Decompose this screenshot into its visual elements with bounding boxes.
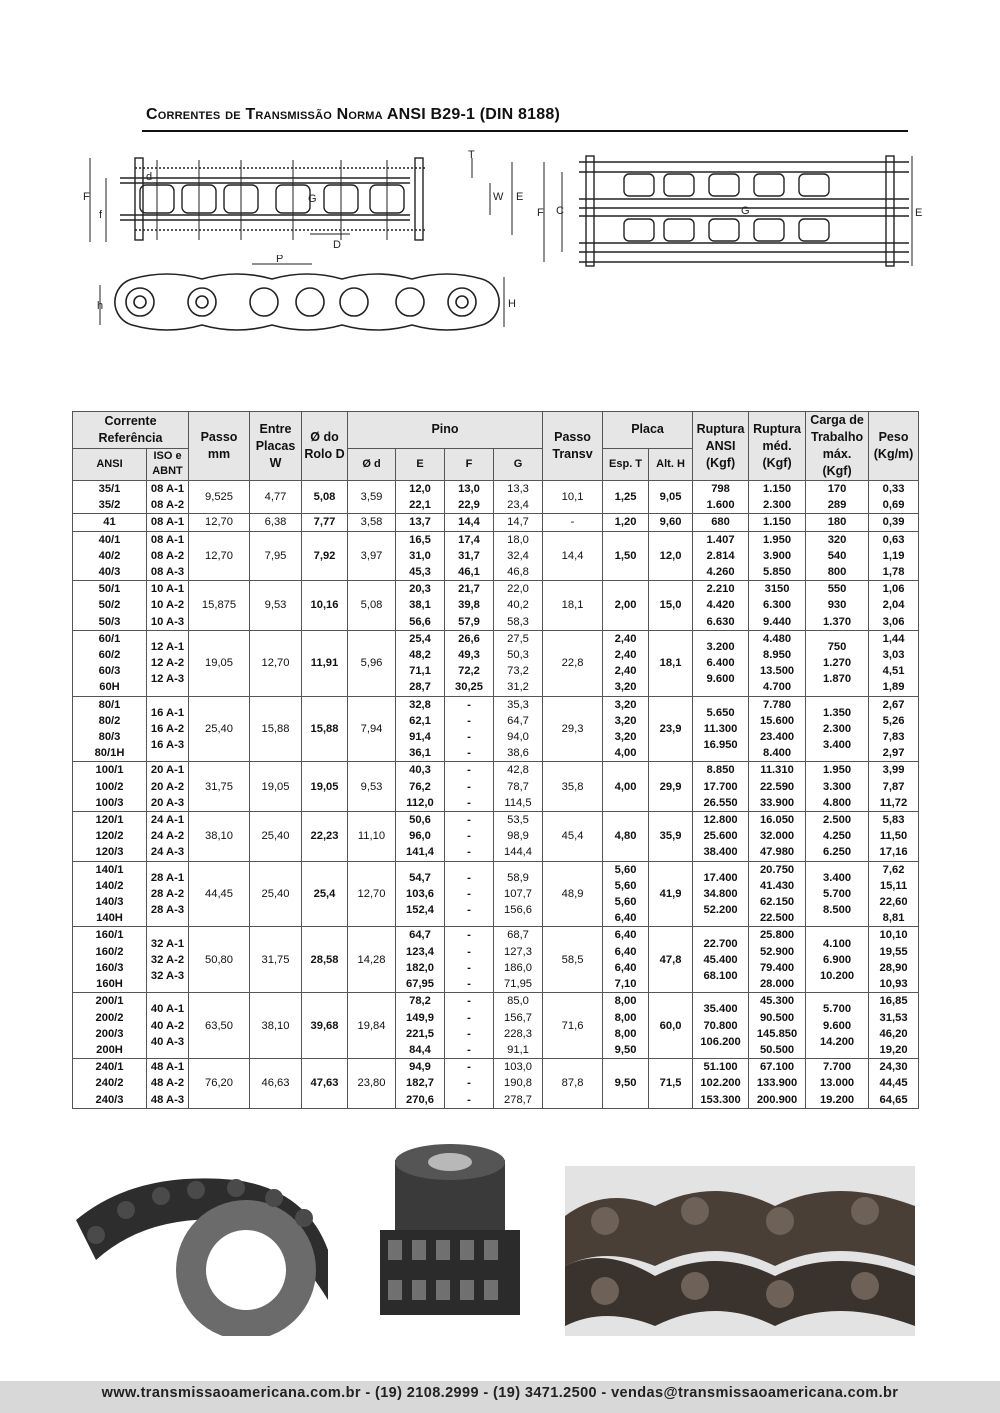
table-row (73, 927, 919, 993)
cell-passo: 44,45 (189, 861, 250, 927)
cell-transv: 48,9 (543, 861, 603, 927)
cell-transv: 87,8 (543, 1059, 603, 1109)
svg-text:C: C (556, 205, 564, 217)
cell-f: - - - (445, 1059, 494, 1109)
cell-esp: 9,50 (603, 1059, 649, 1109)
cell-g: 58,9 107,7 156,6 (494, 861, 543, 927)
cell-ansi: 41 (73, 514, 147, 531)
cell-alt: 29,9 (649, 762, 693, 812)
cell-iso: 32 A-1 32 A-2 32 A-3 (147, 927, 189, 993)
cell-f: 14,4 (445, 514, 494, 531)
cell-rolo: 39,68 (302, 993, 348, 1059)
cell-passo: 63,50 (189, 993, 250, 1059)
svg-text:T: T (468, 150, 475, 161)
cell-g: 22,0 40,2 58,3 (494, 581, 543, 631)
header-pino-g: G (494, 448, 543, 480)
cell-carga: 7.700 13.000 19.200 (806, 1059, 869, 1109)
cell-alt: 71,5 (649, 1059, 693, 1109)
cell-rup_ansi: 12.800 25.600 38.400 (693, 812, 749, 862)
cell-peso: 2,67 5,26 7,83 2,97 (869, 696, 919, 762)
cell-rup_ansi: 17.400 34.800 52.200 (693, 861, 749, 927)
cell-rup_med: 1.950 3.900 5.850 (749, 531, 806, 581)
cell-peso: 0,39 (869, 514, 919, 531)
header-esp: Esp. T (603, 448, 649, 480)
cell-iso: 16 A-1 16 A-2 16 A-3 (147, 696, 189, 762)
cell-g: 18,0 32,4 46,8 (494, 531, 543, 581)
cell-transv: 58,5 (543, 927, 603, 993)
chain-side-view-diagram (92, 255, 522, 335)
coupling-chain-photo (370, 1140, 530, 1336)
cell-f: - - - (445, 861, 494, 927)
table-row (73, 630, 919, 696)
header-carga: Carga de Trabalho máx. (Kgf) (806, 412, 869, 481)
cell-passo: 12,70 (189, 531, 250, 581)
cell-g: 42,8 78,7 114,5 (494, 762, 543, 812)
cell-iso: 48 A-1 48 A-2 48 A-3 (147, 1059, 189, 1109)
table-row (73, 1059, 919, 1109)
cell-entre: 12,70 (250, 630, 302, 696)
cell-iso: 24 A-1 24 A-2 24 A-3 (147, 812, 189, 862)
cell-esp: 6,40 6,40 6,40 7,10 (603, 927, 649, 993)
cell-d: 9,53 (348, 762, 396, 812)
cell-passo: 31,75 (189, 762, 250, 812)
cell-f: - - - - (445, 993, 494, 1059)
cell-peso: 16,85 31,53 46,20 19,20 (869, 993, 919, 1059)
header-entre-placas: Entre Placas W (250, 412, 302, 481)
cell-f: 13,0 22,9 (445, 481, 494, 514)
cell-ansi: 35/1 35/2 (73, 481, 147, 514)
table-row (73, 861, 919, 927)
cell-rup_med: 25.800 52.900 79.400 28.000 (749, 927, 806, 993)
cell-peso: 10,10 19,55 28,90 10,93 (869, 927, 919, 993)
cell-peso: 7,62 15,11 22,60 8,81 (869, 861, 919, 927)
cell-esp: 4,80 (603, 812, 649, 862)
cell-rup_ansi: 1.407 2.814 4.260 (693, 531, 749, 581)
svg-text:P: P (276, 255, 284, 265)
cell-esp: 2,40 2,40 2,40 3,20 (603, 630, 649, 696)
cell-iso: 08 A-1 08 A-2 08 A-3 (147, 531, 189, 581)
cell-carga: 170 289 (806, 481, 869, 514)
cell-ansi: 100/1 100/2 100/3 (73, 762, 147, 812)
cell-carga: 5.700 9.600 14.200 (806, 993, 869, 1059)
cell-carga: 550 930 1.370 (806, 581, 869, 631)
header-peso: Peso (Kg/m) (869, 412, 919, 481)
svg-text:d: d (146, 171, 153, 183)
cell-d: 3,58 (348, 514, 396, 531)
cell-alt: 41,9 (649, 861, 693, 927)
cell-entre: 15,88 (250, 696, 302, 762)
cell-d: 14,28 (348, 927, 396, 993)
cell-rolo: 47,63 (302, 1059, 348, 1109)
cell-transv: 71,6 (543, 993, 603, 1059)
cell-passo: 38,10 (189, 812, 250, 862)
cell-ansi: 50/1 50/2 50/3 (73, 581, 147, 631)
cell-e: 54,7 103,6 152,4 (396, 861, 445, 927)
cell-g: 35,3 64,7 94,0 38,6 (494, 696, 543, 762)
header-pino: Pino (348, 412, 543, 449)
cell-carga: 4.100 6.900 10.200 (806, 927, 869, 993)
cell-carga: 1.350 2.300 3.400 (806, 696, 869, 762)
cell-esp: 3,20 3,20 3,20 4,00 (603, 696, 649, 762)
header-ruptura-ansi: Ruptura ANSI (Kgf) (693, 412, 749, 481)
cell-rolo: 7,77 (302, 514, 348, 531)
cell-e: 50,6 96,0 141,4 (396, 812, 445, 862)
cell-iso: 12 A-1 12 A-2 12 A-3 (147, 630, 189, 696)
cell-transv: - (543, 514, 603, 531)
cell-peso: 5,83 11,50 17,16 (869, 812, 919, 862)
cell-d: 11,10 (348, 812, 396, 862)
cell-ansi: 160/1 160/2 160/3 160H (73, 927, 147, 993)
table-row (73, 531, 919, 581)
cell-entre: 6,38 (250, 514, 302, 531)
cell-alt: 47,8 (649, 927, 693, 993)
header-ansi: ANSI (73, 448, 147, 480)
cell-carga: 750 1.270 1.870 (806, 630, 869, 696)
cell-rup_med: 7.780 15.600 23.400 8.400 (749, 696, 806, 762)
cell-rolo: 5,08 (302, 481, 348, 514)
cell-peso: 24,30 44,45 64,65 (869, 1059, 919, 1109)
cell-rup_ansi: 51.100 102.200 153.300 (693, 1059, 749, 1109)
cell-alt: 12,0 (649, 531, 693, 581)
cell-rolo: 10,16 (302, 581, 348, 631)
cell-esp: 1,50 (603, 531, 649, 581)
cell-rolo: 22,23 (302, 812, 348, 862)
cell-esp: 5,60 5,60 5,60 6,40 (603, 861, 649, 927)
table-row (73, 762, 919, 812)
cell-e: 16,5 31,0 45,3 (396, 531, 445, 581)
cell-d: 7,94 (348, 696, 396, 762)
cell-esp: 8,00 8,00 8,00 9,50 (603, 993, 649, 1059)
cell-alt: 23,9 (649, 696, 693, 762)
cell-e: 12,0 22,1 (396, 481, 445, 514)
cell-e: 13,7 (396, 514, 445, 531)
cell-entre: 25,40 (250, 812, 302, 862)
cell-d: 12,70 (348, 861, 396, 927)
cell-entre: 4,77 (250, 481, 302, 514)
cell-d: 3,97 (348, 531, 396, 581)
cell-rolo: 28,58 (302, 927, 348, 993)
svg-text:F: F (537, 207, 544, 219)
cell-passo: 12,70 (189, 514, 250, 531)
cell-iso: 08 A-1 (147, 514, 189, 531)
cell-transv: 10,1 (543, 481, 603, 514)
title-divider (142, 130, 908, 132)
cell-f: 21,7 39,8 57,9 (445, 581, 494, 631)
svg-text:H: H (508, 298, 516, 310)
header-passo: Passo mm (189, 412, 250, 481)
cell-iso: 08 A-1 08 A-2 (147, 481, 189, 514)
cell-rup_med: 20.750 41.430 62.150 22.500 (749, 861, 806, 927)
cell-f: - - - - (445, 696, 494, 762)
cell-passo: 19,05 (189, 630, 250, 696)
cell-rup_ansi: 22.700 45.400 68.100 (693, 927, 749, 993)
cell-alt: 60,0 (649, 993, 693, 1059)
cell-peso: 3,99 7,87 11,72 (869, 762, 919, 812)
cell-f: - - - - (445, 927, 494, 993)
table-row (73, 481, 919, 514)
cell-passo: 76,20 (189, 1059, 250, 1109)
cell-alt: 9,05 (649, 481, 693, 514)
cell-ansi: 240/1 240/2 240/3 (73, 1059, 147, 1109)
chain-spec-table (72, 411, 919, 1109)
cell-rup_ansi: 35.400 70.800 106.200 (693, 993, 749, 1059)
cell-peso: 0,63 1,19 1,78 (869, 531, 919, 581)
roller-chain-closeup-photo (565, 1166, 915, 1336)
cell-d: 19,84 (348, 993, 396, 1059)
header-pino-e: E (396, 448, 445, 480)
header-iso: ISO e ABNT (147, 448, 189, 480)
cell-f: - - - (445, 812, 494, 862)
cell-passo: 15,875 (189, 581, 250, 631)
cell-f: 26,6 49,3 72,2 30,25 (445, 630, 494, 696)
svg-text:E: E (915, 207, 923, 219)
cell-rup_med: 11.310 22.590 33.900 (749, 762, 806, 812)
cell-passo: 25,40 (189, 696, 250, 762)
cell-g: 14,7 (494, 514, 543, 531)
header-ruptura-med: Ruptura méd. (Kgf) (749, 412, 806, 481)
cell-iso: 28 A-1 28 A-2 28 A-3 (147, 861, 189, 927)
cell-entre: 25,40 (250, 861, 302, 927)
cell-alt: 35,9 (649, 812, 693, 862)
cell-e: 40,3 76,2 112,0 (396, 762, 445, 812)
cell-g: 27,5 50,3 73,2 31,2 (494, 630, 543, 696)
cell-entre: 9,53 (250, 581, 302, 631)
cell-transv: 22,8 (543, 630, 603, 696)
cell-rup_ansi: 3.200 6.400 9.600 (693, 630, 749, 696)
svg-text:F: F (83, 191, 90, 203)
cell-rup_ansi: 798 1.600 (693, 481, 749, 514)
page-title-text: Correntes de Transmissão Norma ANSI B29-1 (DIN 8188) (146, 106, 560, 123)
cell-esp: 2,00 (603, 581, 649, 631)
cell-rup_med: 45.300 90.500 145.850 50.500 (749, 993, 806, 1059)
svg-text:E: E (516, 191, 524, 203)
cell-esp: 1,25 (603, 481, 649, 514)
page-title (146, 106, 560, 124)
header-passo-transv: Passo Transv (543, 412, 603, 481)
cell-esp: 4,00 (603, 762, 649, 812)
cell-rolo: 19,05 (302, 762, 348, 812)
cell-ansi: 120/1 120/2 120/3 (73, 812, 147, 862)
cell-carga: 1.950 3.300 4.800 (806, 762, 869, 812)
cell-entre: 31,75 (250, 927, 302, 993)
cell-d: 23,80 (348, 1059, 396, 1109)
table-row (73, 514, 919, 531)
cell-transv: 45,4 (543, 812, 603, 862)
cell-e: 25,4 48,2 71,1 28,7 (396, 630, 445, 696)
cell-ansi: 200/1 200/2 200/3 200H (73, 993, 147, 1059)
cell-rup_med: 16.050 32.000 47.980 (749, 812, 806, 862)
svg-text:h: h (97, 300, 104, 312)
cell-entre: 7,95 (250, 531, 302, 581)
cell-e: 20,3 38,1 56,6 (396, 581, 445, 631)
cell-rup_ansi: 2.210 4.420 6.630 (693, 581, 749, 631)
svg-text:G: G (741, 205, 750, 217)
cell-rup_med: 4.480 8.950 13.500 4.700 (749, 630, 806, 696)
cell-g: 85,0 156,7 228,3 91,1 (494, 993, 543, 1059)
cell-rolo: 25,4 (302, 861, 348, 927)
cell-carga: 320 540 800 (806, 531, 869, 581)
cell-peso: 1,06 2,04 3,06 (869, 581, 919, 631)
cell-e: 64,7 123,4 182,0 67,95 (396, 927, 445, 993)
cell-rup_med: 3150 6.300 9.440 (749, 581, 806, 631)
cell-peso: 1,44 3,03 4,51 1,89 (869, 630, 919, 696)
table-row (73, 581, 919, 631)
cell-rup_med: 1.150 (749, 514, 806, 531)
svg-text:W: W (493, 191, 504, 203)
header-alt: Alt. H (649, 448, 693, 480)
header-rolo: Ø do Rolo D (302, 412, 348, 481)
cell-rup_ansi: 5.650 11.300 16.950 (693, 696, 749, 762)
cell-d: 5,08 (348, 581, 396, 631)
cell-rup_ansi: 8.850 17.700 26.550 (693, 762, 749, 812)
cell-transv: 14,4 (543, 531, 603, 581)
cell-g: 13,3 23,4 (494, 481, 543, 514)
cell-peso: 0,33 0,69 (869, 481, 919, 514)
cell-carga: 3.400 5.700 8.500 (806, 861, 869, 927)
cell-e: 78,2 149,9 221,5 84,4 (396, 993, 445, 1059)
cell-alt: 15,0 (649, 581, 693, 631)
cell-g: 53,5 98,9 144,4 (494, 812, 543, 862)
cell-ansi: 140/1 140/2 140/3 140H (73, 861, 147, 927)
header-placa: Placa (603, 412, 693, 449)
cell-d: 5,96 (348, 630, 396, 696)
cell-entre: 19,05 (250, 762, 302, 812)
header-corrente: Corrente Referência (73, 412, 189, 449)
table-body (73, 481, 919, 1109)
svg-text:D: D (333, 239, 341, 251)
cell-esp: 1,20 (603, 514, 649, 531)
cell-ansi: 60/1 60/2 60/3 60H (73, 630, 147, 696)
cell-transv: 18,1 (543, 581, 603, 631)
cell-ansi: 40/1 40/2 40/3 (73, 531, 147, 581)
footer-contact: www.transmissaoamericana.com.br - (19) 2108.2999 - (19) 3471.2500 - vendas@transmissaoamericana.com.br (101, 1385, 899, 1401)
cell-rup_med: 67.100 133.900 200.900 (749, 1059, 806, 1109)
header-pino-d: Ø d (348, 448, 396, 480)
cell-iso: 10 A-1 10 A-2 10 A-3 (147, 581, 189, 631)
cell-rup_med: 1.150 2.300 (749, 481, 806, 514)
cell-alt: 9,60 (649, 514, 693, 531)
cell-transv: 35,8 (543, 762, 603, 812)
cell-passo: 9,525 (189, 481, 250, 514)
cell-carga: 180 (806, 514, 869, 531)
table-row (73, 993, 919, 1059)
cell-entre: 46,63 (250, 1059, 302, 1109)
cell-e: 32,8 62,1 91,4 36,1 (396, 696, 445, 762)
svg-text:G: G (308, 193, 317, 205)
cell-alt: 18,1 (649, 630, 693, 696)
table-header (73, 412, 919, 481)
cell-f: - - - (445, 762, 494, 812)
cell-entre: 38,10 (250, 993, 302, 1059)
table-row (73, 696, 919, 762)
cell-rolo: 11,91 (302, 630, 348, 696)
cell-rolo: 15,88 (302, 696, 348, 762)
svg-text:f: f (99, 209, 103, 221)
header-pino-f: F (445, 448, 494, 480)
triplex-chain-diagram (534, 152, 924, 272)
cell-passo: 50,80 (189, 927, 250, 993)
cell-carga: 2.500 4.250 6.250 (806, 812, 869, 862)
table-row (73, 812, 919, 862)
cell-ansi: 80/1 80/2 80/3 80/1H (73, 696, 147, 762)
cell-iso: 20 A-1 20 A-2 20 A-3 (147, 762, 189, 812)
cell-rolo: 7,92 (302, 531, 348, 581)
cell-transv: 29,3 (543, 696, 603, 762)
sprocket-chain-photo (76, 1160, 328, 1336)
cell-d: 3,59 (348, 481, 396, 514)
chain-top-view-diagram (80, 150, 530, 255)
cell-g: 103,0 190,8 278,7 (494, 1059, 543, 1109)
cell-f: 17,4 31,7 46,1 (445, 531, 494, 581)
cell-rup_ansi: 680 (693, 514, 749, 531)
cell-iso: 40 A-1 40 A-2 40 A-3 (147, 993, 189, 1059)
cell-g: 68,7 127,3 186,0 71,95 (494, 927, 543, 993)
cell-e: 94,9 182,7 270,6 (396, 1059, 445, 1109)
